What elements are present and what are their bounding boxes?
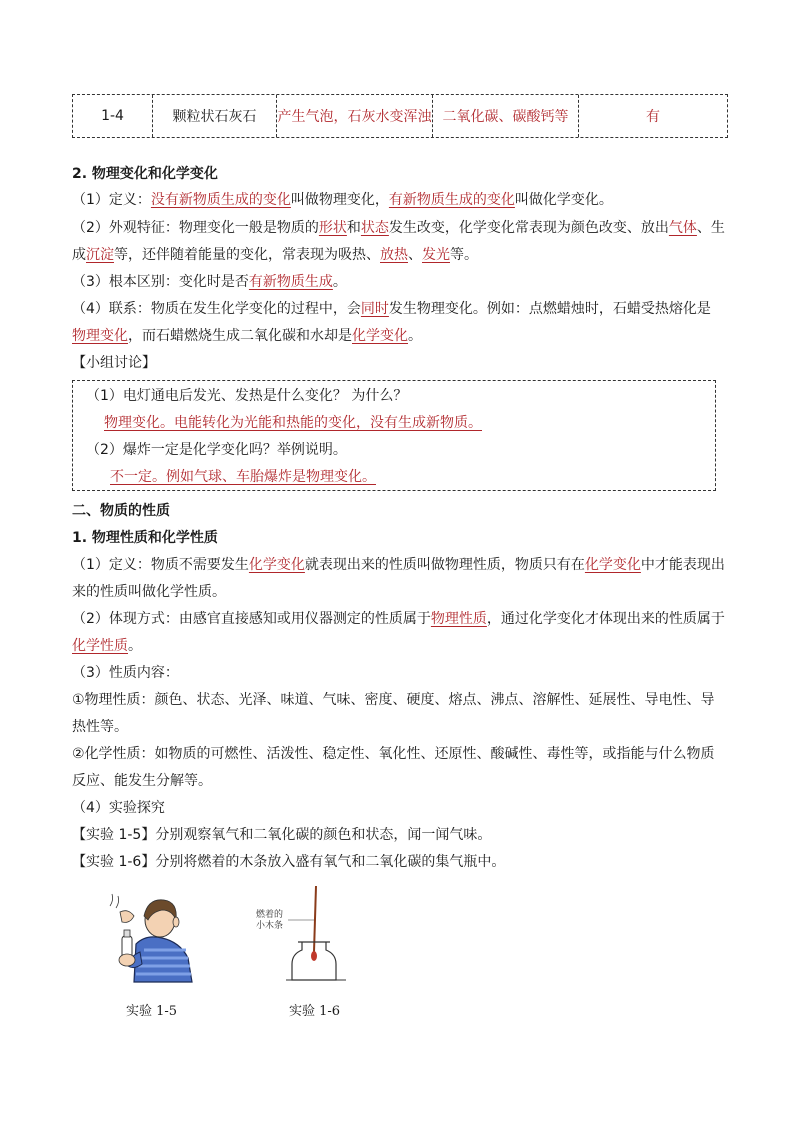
subsection-heading: 1. 物理性质和化学性质 bbox=[72, 530, 218, 546]
answer-blank: 有新物质生成 bbox=[248, 274, 333, 290]
paragraph: 热性等。 bbox=[72, 719, 128, 735]
figure-label: 燃着的小木条 bbox=[256, 910, 284, 931]
table-cell: 有 bbox=[646, 109, 660, 125]
answer-blank: 状态 bbox=[360, 220, 389, 236]
paragraph: （2）体现方式：由感官直接感知或用仪器测定的性质属于物理性质，通过化学变化才体现出来的性质属于 bbox=[72, 611, 725, 627]
answer-blank: 没有新物质生成的变化 bbox=[150, 192, 291, 208]
answer-blank: 同时 bbox=[360, 301, 389, 317]
table-cell: 二氧化碳、碳酸钙等 bbox=[433, 95, 579, 137]
question: （1）电灯通电后发光、发热是什么变化？ 为什么？ bbox=[86, 388, 408, 404]
figure-caption: 实验 1-6 bbox=[289, 1004, 341, 1019]
answer-blank: 沉淀 bbox=[86, 247, 114, 263]
paragraph: （2）外观特征：物理变化一般是物质的形状和状态发生改变，化学变化常表现为颜色改变、放出气体、生 bbox=[72, 220, 725, 236]
table-cell: 颗粒状石灰石 bbox=[153, 95, 277, 137]
paragraph: 反应、能发生分解等。 bbox=[72, 773, 212, 789]
answer: 不一定。例如气球、车胎爆炸是物理变化。 bbox=[110, 469, 376, 485]
boy-smelling-illustration bbox=[100, 886, 200, 984]
paragraph: 成沉淀等，还伴随着能量的变化，常表现为吸热、放热、发光等。 bbox=[72, 247, 478, 263]
paragraph: 化学性质。 bbox=[72, 638, 142, 654]
answer-blank: 化学变化 bbox=[352, 328, 408, 344]
answer-blank: 气体 bbox=[668, 220, 697, 236]
answer-blank: 物理变化 bbox=[72, 328, 128, 344]
data-table bbox=[72, 94, 728, 138]
paragraph: 来的性质叫做化学性质。 bbox=[72, 584, 226, 600]
answer-blank: 物理性质 bbox=[430, 611, 487, 627]
table-cell: 产生气泡，石灰水变浑浊 bbox=[277, 95, 433, 137]
paragraph: （4）实验探究 bbox=[72, 800, 165, 816]
paragraph: （1）定义：没有新物质生成的变化叫做物理变化，有新物质生成的变化叫做化学变化。 bbox=[72, 192, 613, 208]
answer-blank: 化学变化 bbox=[248, 557, 305, 573]
answer-blank: 有新物质生成的变化 bbox=[388, 192, 515, 208]
figure-caption: 实验 1-5 bbox=[126, 1004, 178, 1019]
section-heading: 二、物质的性质 bbox=[72, 503, 170, 519]
answer: 物理变化。电能转化为光能和热能的变化，没有生成新物质。 bbox=[104, 415, 482, 431]
answer-blank: 放热 bbox=[380, 247, 408, 263]
paragraph: 【实验 1-6】分别将燃着的木条放入盛有氧气和二氧化碳的集气瓶中。 bbox=[72, 854, 506, 870]
answer-blank: 化学变化 bbox=[584, 557, 641, 573]
table-cell: 1-4 bbox=[73, 95, 153, 137]
answer-blank: 化学性质 bbox=[72, 638, 128, 654]
paragraph: （3）根本区别：变化时是否有新物质生成。 bbox=[72, 274, 347, 290]
gas-jar-illustration bbox=[250, 880, 360, 992]
answer-blank: 形状 bbox=[318, 220, 347, 236]
answer-blank: 发光 bbox=[422, 247, 450, 263]
paragraph: ②化学性质：如物质的可燃性、活泼性、稳定性、氧化性、还原性、酸碱性、毒性等，或指能与什么物质 bbox=[72, 746, 715, 762]
section-heading: 2. 物理变化和化学变化 bbox=[72, 166, 218, 182]
paragraph: ①物理性质：颜色、状态、光泽、味道、气味、密度、硬度、熔点、沸点、溶解性、延展性、导电性、导 bbox=[72, 692, 715, 708]
paragraph: （4）联系：物质在发生化学变化的过程中，会同时发生物理变化。例如：点燃蜡烛时，石蜡受热熔化是 bbox=[72, 301, 711, 317]
question: （2）爆炸一定是化学变化吗？举例说明。 bbox=[86, 442, 347, 458]
paragraph: 物理变化，而石蜡燃烧生成二氧化碳和水却是化学变化。 bbox=[72, 328, 422, 344]
paragraph: 【实验 1-5】分别观察氧气和二氧化碳的颜色和状态，闻一闻气味。 bbox=[72, 827, 492, 843]
paragraph: （3）性质内容： bbox=[72, 665, 179, 681]
paragraph: （1）定义：物质不需要发生化学变化就表现出来的性质叫做物理性质，物质只有在化学变化中才能表现出 bbox=[72, 557, 725, 573]
discussion-title: 【小组讨论】 bbox=[72, 355, 156, 371]
